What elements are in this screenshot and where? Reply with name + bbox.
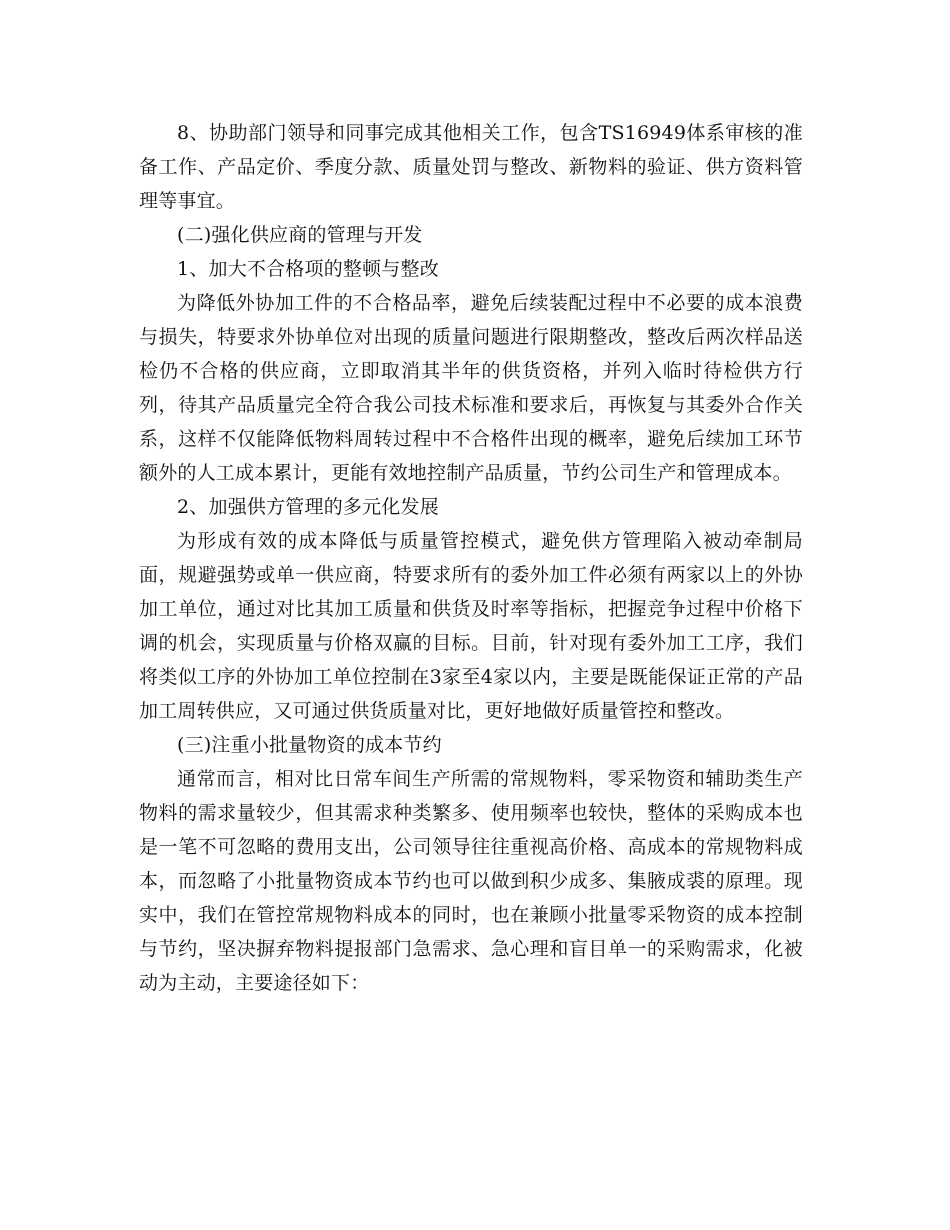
subheading-1: 1、加大不合格项的整顿与整改: [177, 258, 439, 280]
section-heading-2: (二)强化供应商的管理与开发: [177, 224, 423, 246]
paragraph-small-batch: 通常而言，相对比日常车间生产所需的常规物料，零采物资和辅助类生产物料的需求量较少，但其需求种类繁多、使用频率也较快，整体的采购成本也是一笔不可忽略的费用支出，公司领导往往重视高价格、高成本的常规物料成本，而忽略了小批量物资成本节约也可以做到积少成多、集腋成裘的原理。现实中，我们在管控常规物料成本的同时，也在兼顾小批量零采物资的成本控制与节约，坚决摒弃物料提报部门急需求、急心理和盲目单一的采购需求，化被动为主动，主要途径如下：: [139, 768, 803, 994]
document-body: [139, 116, 803, 1000]
subheading-2: 2、加强供方管理的多元化发展: [177, 496, 439, 518]
paragraph-item-8: 8、协助部门领导和同事完成其他相关工作，包含TS16949体系审核的准备工作、产品定价、季度分款、质量处罚与整改、新物料的验证、供方资料管理等事宜。: [139, 122, 803, 212]
paragraph-nonconformity: 为降低外协加工件的不合格品率，避免后续装配过程中不必要的成本浪费与损失，特要求外协单位对出现的质量问题进行限期整改，整改后两次样品送检仍不合格的供应商，立即取消其半年的供货资格，并列入临时待检供方行列，待其产品质量完全符合我公司技术标准和要求后，再恢复与其委外合作关系，这样不仅能降低物料周转过程中不合格件出现的概率，避免后续加工环节额外的人工成本累计，更能有效地控制产品质量，节约公司生产和管理成本。: [139, 292, 803, 484]
section-heading-3: (三)注重小批量物资的成本节约: [177, 734, 442, 756]
paragraph-diversification: 为形成有效的成本降低与质量管控模式，避免供方管理陷入被动牵制局面，规避强势或单一供应商，特要求所有的委外加工件必须有两家以上的外协加工单位，通过对比其加工质量和供货及时率等指标，把握竞争过程中价格下调的机会，实现质量与价格双赢的目标。目前，针对现有委外加工工序，我们将类似工序的外协加工单位控制在3家至4家以内，主要是既能保证正常的产品加工周转供应，又可通过供货质量对比，更好地做好质量管控和整改。: [139, 530, 803, 722]
